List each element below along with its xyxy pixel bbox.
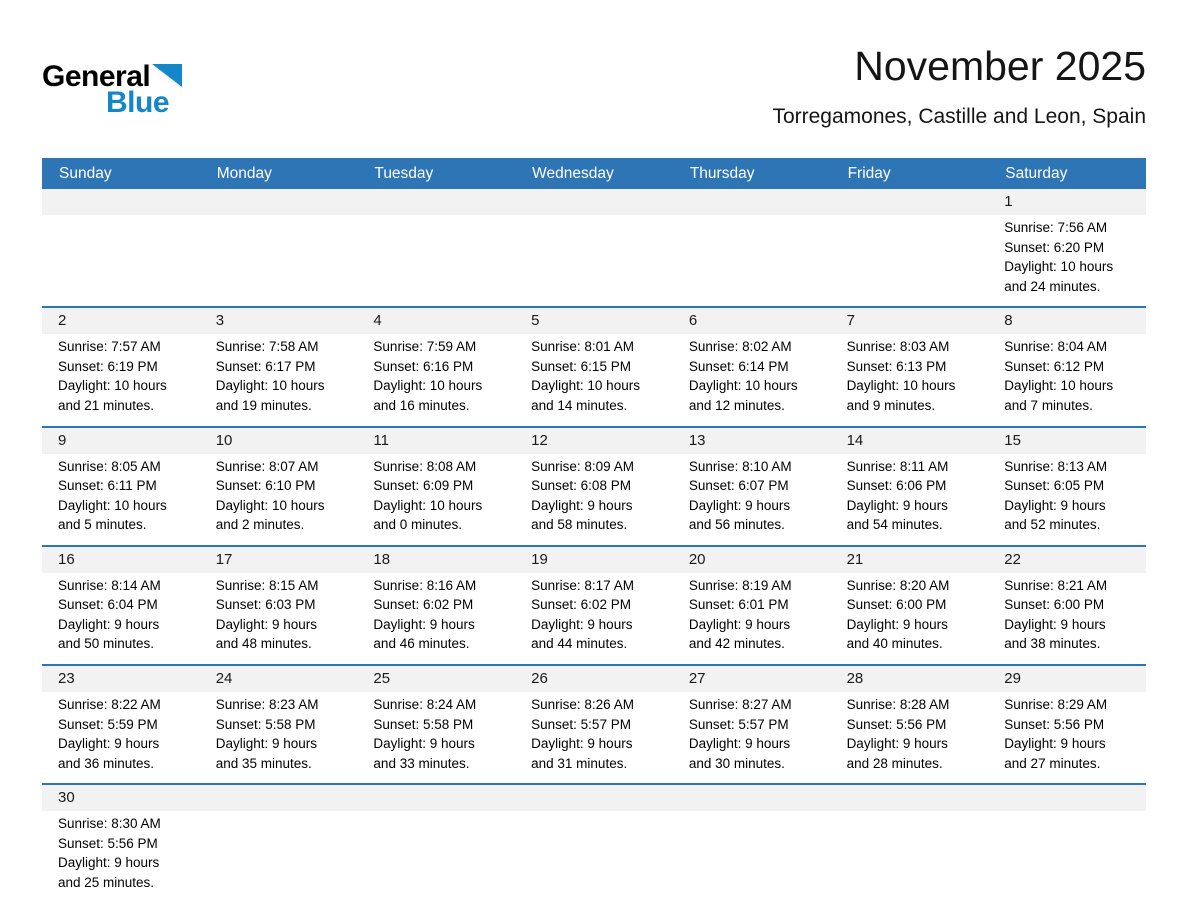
daylight-text-line1: Daylight: 9 hours	[58, 736, 160, 752]
day-number	[673, 189, 831, 215]
sunrise-text: Sunrise: 8:24 AM	[373, 697, 477, 712]
daylight-text-line2: and 44 minutes.	[531, 636, 628, 652]
day-number: 22	[988, 547, 1146, 573]
day-number: 1	[988, 189, 1146, 215]
day-number	[200, 785, 358, 811]
sunset-text: Sunset: 6:20 PM	[1004, 239, 1105, 255]
daylight-text-line2: and 30 minutes.	[688, 755, 785, 771]
daylight-text-line2: and 56 minutes.	[688, 517, 785, 533]
day-details	[42, 811, 200, 902]
daylight-text-line1: Daylight: 10 hours	[58, 497, 167, 513]
sunrise-text: Sunrise: 8:20 AM	[846, 577, 950, 593]
calendar-day-cell	[200, 428, 358, 545]
daylight-text-line1: Daylight: 10 hours	[215, 378, 325, 394]
day-details	[673, 692, 831, 783]
calendar-day-cell	[831, 189, 989, 306]
day-details	[357, 573, 515, 664]
day-number: 5	[515, 308, 673, 334]
daylight-text-line1: Daylight: 9 hours	[846, 736, 948, 752]
day-number: 2	[42, 308, 200, 334]
weekday-label-thursday: Thursday	[689, 164, 755, 182]
day-number: 29	[988, 666, 1146, 692]
calendar-day-cell	[515, 428, 673, 545]
calendar-day-cell	[357, 308, 515, 425]
daylight-text-line1: Daylight: 9 hours	[531, 736, 633, 752]
sunrise-text: Sunrise: 8:14 AM	[58, 577, 161, 593]
sunset-text: Sunset: 5:56 PM	[1004, 716, 1105, 732]
day-number: 26	[515, 666, 673, 692]
day-number	[988, 785, 1146, 811]
calendar-day-cell	[42, 189, 200, 306]
sunrise-text: Sunrise: 8:19 AM	[688, 577, 792, 593]
daylight-text-line2: and 27 minutes.	[1004, 755, 1101, 771]
week-row	[42, 426, 1146, 545]
day-details	[200, 334, 358, 425]
daylight-text-line1: Daylight: 9 hours	[215, 736, 318, 752]
day-details	[515, 215, 673, 297]
day-details	[200, 454, 358, 545]
calendar-grid	[42, 189, 1146, 903]
calendar-day-cell	[831, 666, 989, 783]
day-number: 17	[200, 547, 358, 573]
daylight-text-line2: and 16 minutes.	[373, 397, 470, 413]
daylight-text-line1: Daylight: 9 hours	[373, 736, 475, 752]
sunrise-text: Sunrise: 8:10 AM	[688, 458, 792, 474]
day-details	[200, 811, 358, 893]
day-details	[673, 811, 831, 893]
calendar-day-cell	[988, 785, 1146, 902]
calendar-day-cell	[831, 547, 989, 664]
daylight-text-line1: Daylight: 9 hours	[373, 616, 475, 632]
day-number: 24	[200, 666, 358, 692]
daylight-text-line2: and 21 minutes.	[58, 397, 155, 413]
calendar-day-cell	[673, 666, 831, 783]
daylight-text-line2: and 46 minutes.	[373, 636, 470, 652]
page-header	[42, 0, 1146, 158]
day-number: 12	[515, 428, 673, 454]
daylight-text-line1: Daylight: 10 hours	[846, 378, 956, 394]
calendar-day-cell	[200, 189, 358, 306]
day-details	[42, 454, 200, 545]
calendar-day-cell	[357, 666, 515, 783]
day-number: 25	[357, 666, 515, 692]
calendar-day-cell	[357, 785, 515, 902]
sunset-text: Sunset: 6:19 PM	[58, 358, 158, 374]
day-number	[831, 785, 989, 811]
daylight-text-line1: Daylight: 9 hours	[531, 497, 633, 513]
day-details	[831, 215, 989, 297]
sunrise-text: Sunrise: 8:21 AM	[1004, 577, 1108, 593]
day-number: 28	[831, 666, 989, 692]
day-number	[515, 785, 673, 811]
daylight-text-line2: and 54 minutes.	[846, 517, 943, 533]
day-details	[673, 573, 831, 664]
calendar-day-cell	[357, 547, 515, 664]
calendar-day-cell	[200, 308, 358, 425]
day-number	[200, 189, 358, 215]
sunset-text: Sunset: 6:12 PM	[1004, 358, 1105, 374]
daylight-text-line2: and 36 minutes.	[58, 755, 155, 771]
sunset-text: Sunset: 6:06 PM	[846, 478, 947, 494]
day-number	[357, 189, 515, 215]
sunrise-text: Sunrise: 8:07 AM	[215, 458, 319, 474]
daylight-text-line1: Daylight: 9 hours	[1004, 497, 1106, 513]
calendar-day-cell	[42, 428, 200, 545]
day-details	[200, 692, 358, 783]
calendar-day-cell	[673, 547, 831, 664]
day-details	[515, 334, 673, 425]
calendar-day-cell	[673, 189, 831, 306]
day-number: 18	[357, 547, 515, 573]
calendar-day-cell	[831, 428, 989, 545]
day-details	[831, 692, 989, 783]
sunrise-text: Sunrise: 8:29 AM	[1004, 697, 1108, 712]
sunset-text: Sunset: 5:59 PM	[58, 716, 158, 732]
daylight-text-line1: Daylight: 9 hours	[1004, 616, 1106, 632]
day-details	[200, 573, 358, 664]
day-details	[988, 692, 1146, 783]
calendar-day-cell	[42, 666, 200, 783]
sunset-text: Sunset: 6:02 PM	[531, 597, 631, 613]
calendar-day-cell	[673, 785, 831, 902]
sunset-text: Sunset: 6:00 PM	[846, 597, 947, 613]
sunrise-text: Sunrise: 7:56 AM	[1004, 220, 1108, 235]
daylight-text-line2: and 24 minutes.	[1004, 278, 1101, 294]
sunset-text: Sunset: 6:04 PM	[58, 597, 158, 613]
daylight-text-line1: Daylight: 10 hours	[1004, 378, 1114, 394]
weekday-header-row	[42, 158, 1146, 189]
daylight-text-line1: Daylight: 10 hours	[215, 497, 325, 513]
calendar-day-cell	[831, 785, 989, 902]
day-number: 9	[42, 428, 200, 454]
day-details	[357, 692, 515, 783]
daylight-text-line2: and 14 minutes.	[531, 397, 628, 413]
calendar-day-cell	[515, 189, 673, 306]
day-details	[831, 573, 989, 664]
sunrise-text: Sunrise: 8:27 AM	[688, 697, 792, 712]
day-details	[831, 811, 989, 893]
location-subtitle: Torregamones, Castille and Leon, Spain	[772, 105, 1146, 129]
week-row	[42, 783, 1146, 902]
sunrise-text: Sunrise: 8:05 AM	[58, 458, 161, 474]
calendar-day-cell	[673, 308, 831, 425]
sunrise-text: Sunrise: 8:15 AM	[215, 577, 319, 593]
sunset-text: Sunset: 6:09 PM	[373, 478, 474, 494]
weekday-label-saturday: Saturday	[1005, 164, 1068, 182]
daylight-text-line1: Daylight: 9 hours	[58, 616, 160, 632]
calendar-day-cell	[357, 428, 515, 545]
weekday-label-tuesday: Tuesday	[374, 164, 434, 182]
day-number	[673, 785, 831, 811]
daylight-text-line1: Daylight: 10 hours	[531, 378, 640, 394]
day-details	[357, 454, 515, 545]
sunset-text: Sunset: 6:08 PM	[531, 478, 631, 494]
day-details	[357, 334, 515, 425]
daylight-text-line2: and 58 minutes.	[531, 517, 628, 533]
daylight-text-line2: and 0 minutes.	[373, 517, 462, 533]
weekday-label-friday: Friday	[847, 164, 891, 182]
weekday-label-sunday: Sunday	[59, 164, 112, 182]
daylight-text-line1: Daylight: 10 hours	[688, 378, 798, 394]
daylight-text-line2: and 50 minutes.	[58, 636, 155, 652]
weekday-label-wednesday: Wednesday	[532, 164, 614, 182]
daylight-text-line2: and 35 minutes.	[215, 755, 312, 771]
sunrise-text: Sunrise: 8:09 AM	[531, 458, 634, 474]
sunrise-text: Sunrise: 8:08 AM	[373, 458, 477, 474]
day-details	[673, 334, 831, 425]
sunrise-text: Sunrise: 8:26 AM	[531, 697, 634, 712]
day-number: 11	[357, 428, 515, 454]
week-row	[42, 306, 1146, 425]
daylight-text-line2: and 2 minutes.	[215, 517, 305, 533]
day-number: 15	[988, 428, 1146, 454]
sunrise-text: Sunrise: 8:13 AM	[1004, 458, 1108, 474]
daylight-text-line2: and 48 minutes.	[215, 636, 312, 652]
day-number: 21	[831, 547, 989, 573]
day-number: 14	[831, 428, 989, 454]
sunrise-text: Sunrise: 8:16 AM	[373, 577, 477, 593]
day-details	[988, 573, 1146, 664]
daylight-text-line2: and 52 minutes.	[1004, 517, 1101, 533]
sunrise-text: Sunrise: 8:22 AM	[58, 697, 161, 712]
daylight-text-line1: Daylight: 9 hours	[846, 616, 948, 632]
day-details	[42, 692, 200, 783]
general-blue-logo	[42, 62, 182, 118]
daylight-text-line2: and 12 minutes.	[688, 397, 785, 413]
day-details	[673, 215, 831, 297]
calendar-day-cell	[200, 785, 358, 902]
sunset-text: Sunset: 6:10 PM	[215, 478, 316, 494]
week-row	[42, 545, 1146, 664]
sunset-text: Sunset: 5:57 PM	[688, 716, 789, 732]
daylight-text-line1: Daylight: 10 hours	[58, 378, 167, 394]
sunrise-text: Sunrise: 7:57 AM	[58, 339, 161, 355]
daylight-text-line2: and 25 minutes.	[58, 874, 155, 890]
calendar-day-cell	[357, 189, 515, 306]
month-title: November 2025	[854, 43, 1146, 89]
daylight-text-line1: Daylight: 9 hours	[531, 616, 633, 632]
sunrise-text: Sunrise: 8:11 AM	[846, 458, 949, 474]
day-details	[515, 573, 673, 664]
day-details	[200, 215, 358, 297]
daylight-text-line1: Daylight: 10 hours	[1004, 259, 1114, 275]
daylight-text-line2: and 7 minutes.	[1004, 397, 1093, 413]
daylight-text-line2: and 38 minutes.	[1004, 636, 1101, 652]
calendar-day-cell	[831, 308, 989, 425]
sunset-text: Sunset: 6:02 PM	[373, 597, 474, 613]
calendar-day-cell	[42, 785, 200, 902]
weekday-label-monday: Monday	[216, 164, 272, 182]
daylight-text-line1: Daylight: 9 hours	[846, 497, 948, 513]
day-details	[357, 811, 515, 893]
day-details	[515, 811, 673, 893]
daylight-text-line1: Daylight: 9 hours	[58, 855, 160, 871]
calendar-day-cell	[515, 308, 673, 425]
daylight-text-line1: Daylight: 9 hours	[1004, 736, 1106, 752]
sunrise-text: Sunrise: 7:59 AM	[373, 339, 477, 355]
sunset-text: Sunset: 5:58 PM	[373, 716, 474, 732]
day-details	[673, 454, 831, 545]
sunset-text: Sunset: 6:17 PM	[215, 358, 316, 374]
sunrise-text: Sunrise: 8:04 AM	[1004, 339, 1108, 355]
sunset-text: Sunset: 6:16 PM	[373, 358, 474, 374]
daylight-text-line2: and 5 minutes.	[58, 517, 147, 533]
calendar-day-cell	[200, 547, 358, 664]
sunset-text: Sunset: 6:03 PM	[215, 597, 316, 613]
day-details	[988, 334, 1146, 425]
day-details	[515, 692, 673, 783]
week-row	[42, 664, 1146, 783]
sunset-text: Sunset: 6:11 PM	[58, 478, 157, 494]
day-details	[988, 811, 1146, 893]
sunset-text: Sunset: 6:05 PM	[1004, 478, 1105, 494]
day-details	[42, 573, 200, 664]
title-block	[772, 44, 1146, 129]
day-number: 23	[42, 666, 200, 692]
calendar-day-cell	[988, 547, 1146, 664]
day-number: 4	[357, 308, 515, 334]
day-number: 19	[515, 547, 673, 573]
logo-text-blue: Blue	[106, 86, 170, 119]
calendar-day-cell	[42, 547, 200, 664]
daylight-text-line1: Daylight: 10 hours	[373, 497, 483, 513]
day-details	[988, 215, 1146, 306]
daylight-text-line2: and 42 minutes.	[688, 636, 785, 652]
calendar-day-cell	[42, 308, 200, 425]
day-number: 27	[673, 666, 831, 692]
sunset-text: Sunset: 5:57 PM	[531, 716, 631, 732]
day-number: 20	[673, 547, 831, 573]
sunrise-text: Sunrise: 8:28 AM	[846, 697, 950, 712]
sunset-text: Sunset: 5:56 PM	[846, 716, 947, 732]
day-number: 10	[200, 428, 358, 454]
day-number: 30	[42, 785, 200, 811]
week-row	[42, 189, 1146, 306]
sunrise-text: Sunrise: 8:23 AM	[215, 697, 319, 712]
day-details	[831, 334, 989, 425]
day-details	[515, 454, 673, 545]
day-number: 8	[988, 308, 1146, 334]
day-details	[831, 454, 989, 545]
daylight-text-line2: and 33 minutes.	[373, 755, 470, 771]
daylight-text-line1: Daylight: 9 hours	[215, 616, 318, 632]
day-number: 6	[673, 308, 831, 334]
sunrise-text: Sunrise: 8:17 AM	[531, 577, 634, 593]
daylight-text-line2: and 31 minutes.	[531, 755, 628, 771]
day-number	[515, 189, 673, 215]
sunrise-text: Sunrise: 8:03 AM	[846, 339, 950, 355]
day-details	[357, 215, 515, 297]
day-number: 13	[673, 428, 831, 454]
sunset-text: Sunset: 6:07 PM	[688, 478, 789, 494]
sunset-text: Sunset: 6:13 PM	[846, 358, 947, 374]
sunrise-text: Sunrise: 8:02 AM	[688, 339, 792, 355]
day-number: 3	[200, 308, 358, 334]
daylight-text-line1: Daylight: 10 hours	[373, 378, 483, 394]
day-details	[42, 215, 200, 297]
calendar-day-cell	[988, 666, 1146, 783]
day-number	[357, 785, 515, 811]
sunset-text: Sunset: 6:14 PM	[688, 358, 789, 374]
sunset-text: Sunset: 5:56 PM	[58, 835, 158, 851]
daylight-text-line2: and 9 minutes.	[846, 397, 936, 413]
calendar-day-cell	[988, 308, 1146, 425]
calendar-day-cell	[515, 666, 673, 783]
sunrise-text: Sunrise: 8:30 AM	[58, 816, 161, 832]
day-number: 7	[831, 308, 989, 334]
calendar-day-cell	[515, 547, 673, 664]
sunset-text: Sunset: 6:15 PM	[531, 358, 631, 374]
daylight-text-line1: Daylight: 9 hours	[688, 736, 791, 752]
logo-text-general: General	[42, 60, 151, 93]
calendar-day-cell	[988, 189, 1146, 306]
calendar-day-cell	[200, 666, 358, 783]
daylight-text-line2: and 19 minutes.	[215, 397, 312, 413]
day-details	[988, 454, 1146, 545]
sunset-text: Sunset: 6:00 PM	[1004, 597, 1105, 613]
sunset-text: Sunset: 6:01 PM	[688, 597, 789, 613]
day-number	[831, 189, 989, 215]
calendar-day-cell	[988, 428, 1146, 545]
day-details	[42, 334, 200, 425]
daylight-text-line1: Daylight: 9 hours	[688, 616, 791, 632]
sunrise-text: Sunrise: 7:58 AM	[215, 339, 319, 355]
daylight-text-line2: and 28 minutes.	[846, 755, 943, 771]
day-number: 16	[42, 547, 200, 573]
sunset-text: Sunset: 5:58 PM	[215, 716, 316, 732]
daylight-text-line1: Daylight: 9 hours	[688, 497, 791, 513]
calendar-day-cell	[515, 785, 673, 902]
calendar-day-cell	[673, 428, 831, 545]
daylight-text-line2: and 40 minutes.	[846, 636, 943, 652]
day-number	[42, 189, 200, 215]
sunrise-text: Sunrise: 8:01 AM	[531, 339, 634, 355]
